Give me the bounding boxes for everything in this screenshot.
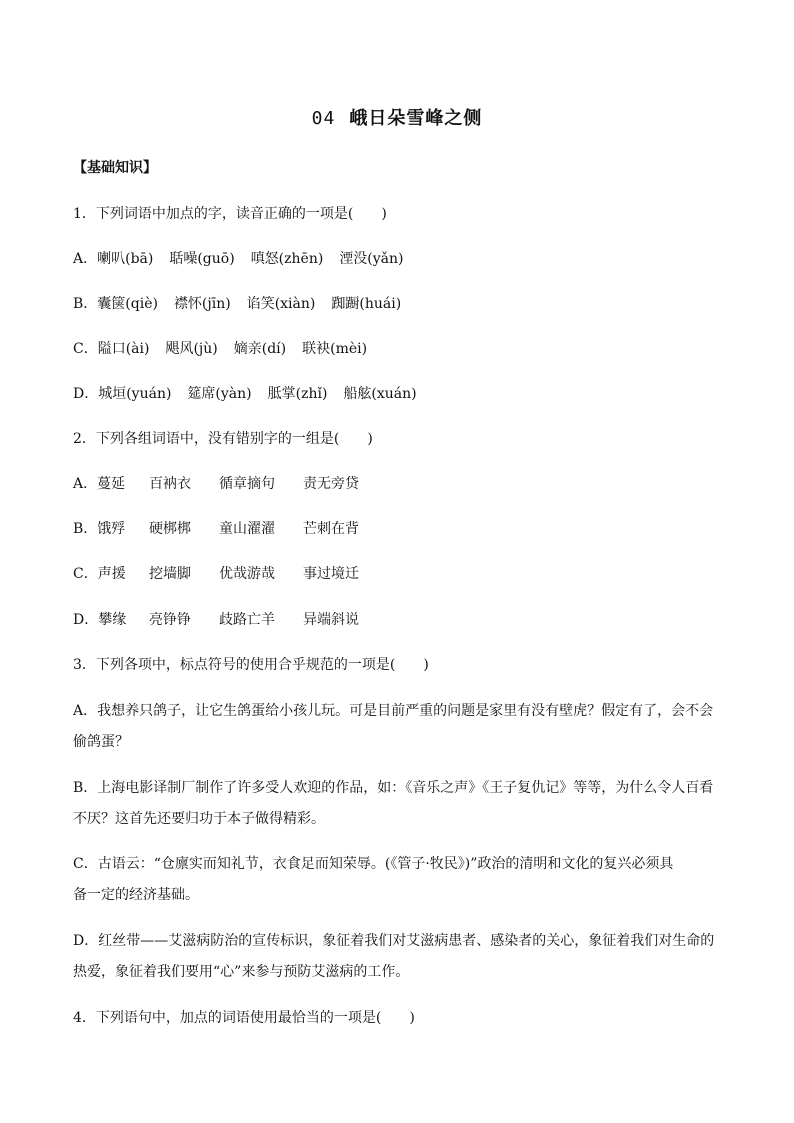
- option-text: 歧路亡羊: [219, 612, 275, 628]
- option-text: 嫡亲(dí): [233, 341, 287, 357]
- question-2-stem: 2．下列各组词语中，没有错别字的一组是( ): [73, 431, 373, 447]
- question-2-option-a: [73, 473, 359, 493]
- question-3-option-d-line1: D．红丝带——艾滋病防治的宣传标识，象征着我们对艾滋病患者、感染者的关心，象征着我们对生命的: [73, 933, 715, 949]
- option-text: 事过境迁: [303, 566, 359, 582]
- question-1-option-a: [73, 248, 404, 268]
- option-text: 循章摘句: [219, 476, 275, 492]
- option-text: D．攀缘: [73, 612, 127, 628]
- option-text: 湮没(yǎn): [339, 251, 404, 267]
- option-text: 百衲衣: [149, 476, 191, 492]
- option-text: 船舷(xuán): [343, 386, 417, 402]
- option-text: 硬梆梆: [149, 521, 191, 537]
- question-3-option-a-line2: 偷鸽蛋？: [73, 734, 129, 750]
- option-text: B．饿殍: [73, 521, 126, 537]
- question-1-option-c: [73, 338, 367, 358]
- option-text: 亮铮铮: [149, 612, 191, 628]
- question-1-option-b: [73, 293, 401, 313]
- question-3-option-a-line1: A．我想养只鸽子，让它生鸽蛋给小孩儿玩。可是目前严重的问题是家里有没有壁虎？假定有了，会不会: [73, 703, 714, 719]
- option-text: 聒噪(guō): [169, 251, 235, 267]
- section-heading: 【基础知识】: [73, 160, 157, 176]
- option-text: 童山濯濯: [219, 521, 275, 537]
- option-text: 筵席(yàn): [187, 386, 252, 402]
- option-text: A．蔓延: [73, 476, 126, 492]
- question-3-stem: 3．下列各项中，标点符号的使用合乎规范的一项是( ): [73, 657, 429, 673]
- option-text: 胝掌(zhǐ): [267, 386, 328, 402]
- question-3-option-b-line2: 不厌？这首先还要归功于本子做得精彩。: [73, 811, 325, 827]
- option-text: A．喇叭(bā): [73, 251, 154, 267]
- question-3-option-c-line1: C．古语云：“仓廪实而知礼节，衣食足而知荣辱。(《管子·牧民》)”政治的清明和文化的复兴必须具: [73, 856, 674, 872]
- question-2-option-c: [73, 563, 359, 583]
- option-text: 谄笑(xiàn): [246, 296, 316, 312]
- lesson-number: 04: [311, 108, 336, 129]
- question-3-option-d-line2: 热爱，象征着我们要用“心”来参与预防艾滋病的工作。: [73, 964, 410, 980]
- option-text: 嗔怒(zhēn): [250, 251, 324, 267]
- option-text: B．囊箧(qiè): [73, 296, 158, 312]
- question-1-stem: 1．下列词语中加点的字，读音正确的一项是( ): [73, 206, 387, 222]
- lesson-title: 峨日朵雪峰之侧: [349, 108, 483, 129]
- question-2-option-b: [73, 518, 359, 538]
- option-text: C．隘口(ài): [73, 341, 150, 357]
- option-text: D．城垣(yuán): [73, 386, 172, 402]
- question-1-option-d: [73, 383, 417, 403]
- question-3-option-b-line1: B．上海电影译制厂制作了许多受人欢迎的作品，如：《音乐之声》《王子复仇记》等等，为什么令人百看: [73, 780, 714, 796]
- question-2-option-d: [73, 609, 359, 629]
- option-text: 襟怀(jīn): [173, 296, 231, 312]
- option-text: 联袂(mèi): [302, 341, 368, 357]
- option-text: 挖墙脚: [149, 566, 191, 582]
- option-text: 飓风(jù): [165, 341, 218, 357]
- question-3-option-c-line2: 备一定的经济基础。: [73, 887, 199, 903]
- option-text: 异端斜说: [303, 612, 359, 628]
- option-text: 踟蹰(huái): [331, 296, 402, 312]
- page-title: [0, 104, 794, 130]
- option-text: C．声援: [73, 566, 126, 582]
- option-text: 责无旁贷: [303, 476, 359, 492]
- question-4-stem: 4．下列语句中，加点的词语使用最恰当的一项是( ): [73, 1010, 415, 1026]
- option-text: 芒刺在背: [303, 521, 359, 537]
- option-text: 优哉游哉: [219, 566, 275, 582]
